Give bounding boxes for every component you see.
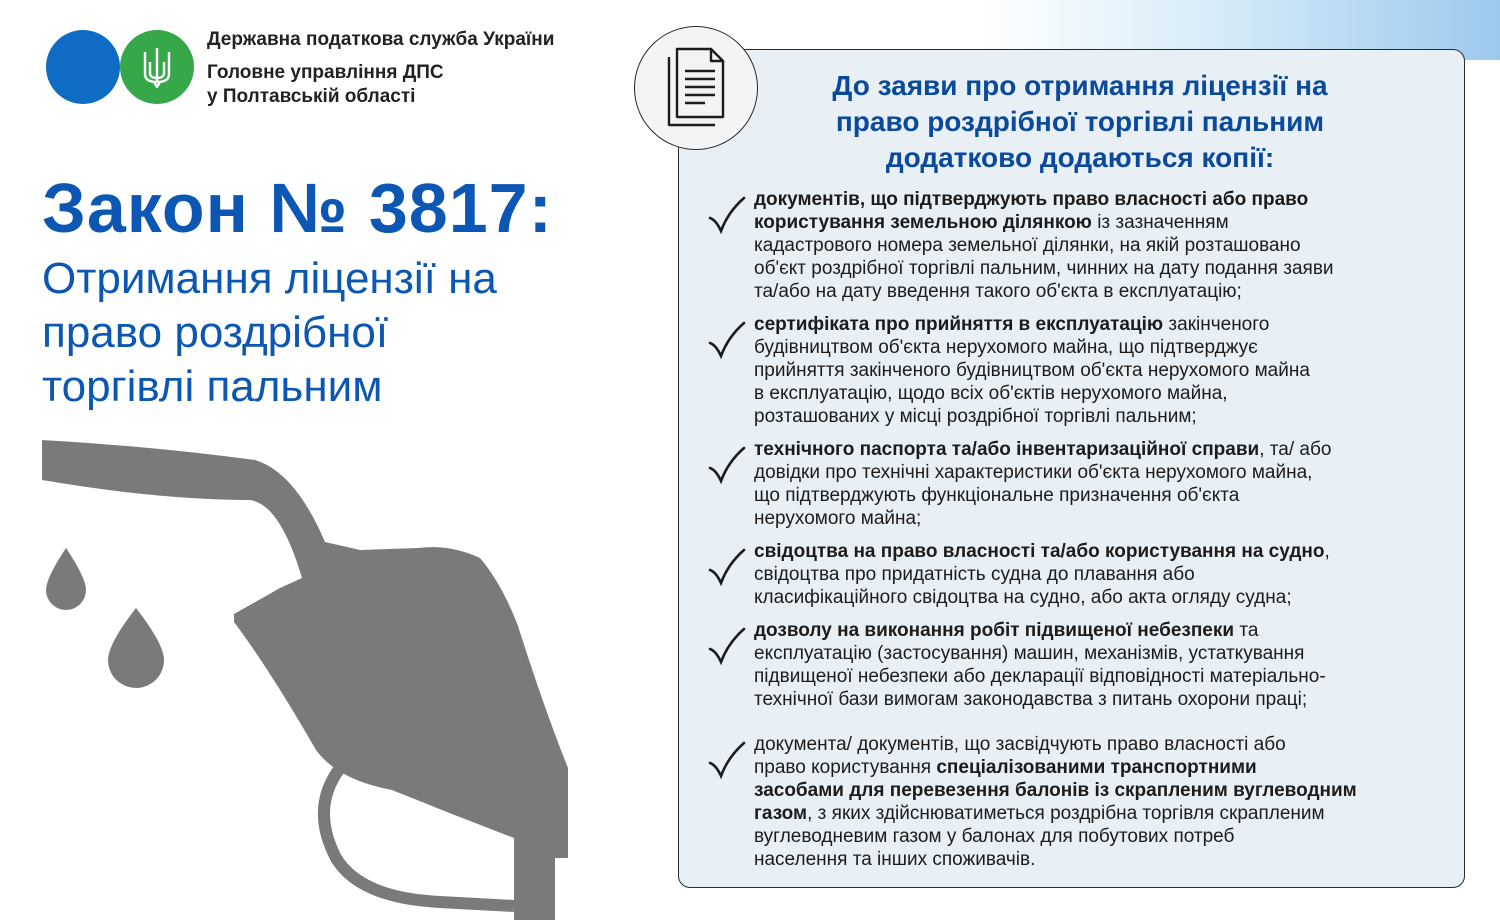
requirement-item	[708, 733, 1456, 871]
document-badge	[634, 26, 758, 150]
requirement-line	[754, 313, 1456, 336]
organization-name	[207, 28, 554, 109]
requirement-text: підвищеної небезпеки або декларації відповідності матеріально-	[754, 666, 1326, 687]
org-line-3: у Полтавській області	[207, 86, 416, 107]
card-title-line-3: додатково додаються копії:	[885, 142, 1275, 173]
requirement-text: експлуатацію (застосування) машин, механізмів, устаткування	[754, 643, 1305, 664]
requirement-line	[754, 563, 1456, 586]
requirement-line	[754, 507, 1456, 530]
requirement-text: та	[1234, 620, 1259, 641]
requirement-text: ,	[1324, 541, 1330, 562]
requirement-bold-text: газом	[754, 803, 808, 824]
law-subtitle	[42, 252, 602, 414]
requirement-text: кадастрового номера земельної ділянки, на якій розташовано	[754, 235, 1301, 256]
card-title-line-2: право роздрібної торгівлі пальним	[835, 106, 1325, 137]
requirement-text: право користування	[754, 757, 937, 778]
fuel-drop-icon	[108, 608, 164, 688]
requirement-item	[708, 438, 1456, 530]
check-icon	[708, 196, 746, 234]
requirement-bold-text: засобами для перевезення балонів із скрапленим вуглеводним	[754, 780, 1357, 801]
subtitle-line-2: право роздрібної	[42, 308, 389, 357]
requirement-line	[754, 336, 1456, 359]
requirement-text: що підтверджують функціональне призначення об'єкта	[754, 485, 1240, 506]
requirement-item	[708, 188, 1456, 303]
requirement-line	[754, 234, 1456, 257]
law-title: Закон № 3817:	[42, 169, 553, 247]
requirements-list	[708, 188, 1456, 871]
requirement-line	[754, 257, 1456, 280]
requirement-text: об'єкт роздрібної торгівлі пальним, чинних на дату подання заяви	[754, 258, 1334, 279]
card-title	[760, 68, 1400, 176]
requirement-text: свідоцтва про придатність судна до плавання або	[754, 564, 1195, 585]
requirement-line	[754, 484, 1456, 507]
org-line-1: Державна податкова служба України	[207, 29, 555, 50]
requirement-line	[754, 405, 1456, 428]
requirement-text: закінченого	[1163, 314, 1270, 335]
requirement-text: , з яких здійснюватиметься роздрібна торгівля скрапленим	[807, 803, 1325, 824]
card-title-line-1: До заяви про отримання ліцензії на	[832, 70, 1328, 101]
requirement-item	[708, 540, 1456, 609]
requirement-text: документа/ документів, що засвідчують право власності або	[754, 734, 1286, 755]
subtitle-line-1: Отримання ліцензії на	[42, 254, 497, 303]
requirement-line	[754, 825, 1456, 848]
check-icon	[708, 548, 746, 586]
check-icon	[708, 627, 746, 665]
requirement-line	[754, 540, 1456, 563]
requirement-text: та/або на дату введення такого об'єкта в експлуатацію;	[754, 281, 1242, 302]
requirement-line	[754, 756, 1456, 779]
requirement-text: , та/ або	[1259, 439, 1332, 460]
requirement-bold-text: дозволу на виконання робіт підвищеної небезпеки	[754, 620, 1235, 641]
requirement-text: довідки про технічні характеристики об'єкта нерухомого майна,	[754, 462, 1313, 483]
requirement-line	[754, 665, 1456, 688]
org-line-2: Головне управління ДПС	[207, 62, 444, 83]
dps-logo	[46, 30, 196, 104]
requirement-item	[708, 313, 1456, 428]
requirement-line	[754, 188, 1456, 211]
requirement-bold-text: технічного паспорта та/або інвентаризаційної справи	[754, 439, 1260, 460]
requirement-text: прийняття закінченого будівництвом об'єкта нерухомого майна	[754, 360, 1310, 381]
document-icon	[665, 47, 729, 127]
requirement-bold-text: спеціалізованими транспортними	[936, 757, 1257, 778]
check-icon	[708, 741, 746, 779]
requirement-line	[754, 733, 1456, 756]
requirement-line	[754, 461, 1456, 484]
requirement-text: розташованих у місці роздрібної торгівлі пальним;	[754, 406, 1197, 427]
requirement-bold-text: свідоцтва на право власності та/або користування на судно	[754, 541, 1325, 562]
requirement-bold-text: користування земельною ділянкою	[754, 212, 1092, 233]
requirement-line	[754, 619, 1456, 642]
requirement-text: населення та інших споживачів.	[754, 849, 1036, 870]
check-icon	[708, 446, 746, 484]
fuel-drop-icon	[46, 548, 86, 610]
logo-blue-circle	[46, 30, 120, 104]
requirement-line	[754, 848, 1456, 871]
check-icon	[708, 321, 746, 359]
requirement-text: вуглеводневим газом у балонах для побутових потреб	[754, 826, 1235, 847]
requirement-line	[754, 642, 1456, 665]
requirement-text: нерухомого майна;	[754, 508, 922, 529]
requirement-line	[754, 438, 1456, 461]
requirement-text: класифікаційного свідоцтва на судно, або акта огляду судна;	[754, 587, 1292, 608]
requirement-line	[754, 688, 1456, 711]
requirement-text: в експлуатацію, щодо всіх об'єктів нерухомого майна,	[754, 383, 1228, 404]
requirement-line	[754, 359, 1456, 382]
requirement-text: із зазначенням	[1091, 212, 1229, 233]
requirement-line	[754, 280, 1456, 303]
requirement-line	[754, 382, 1456, 405]
subtitle-line-3: торгівлі пальним	[42, 362, 383, 411]
requirement-bold-text: сертифіката про прийняття в експлуатацію	[754, 314, 1164, 335]
requirement-item	[708, 619, 1456, 711]
trident-icon	[142, 46, 172, 88]
fuel-nozzle-illustration	[40, 438, 580, 920]
requirement-text: будівництвом об'єкта нерухомого майна, що підтверджує	[754, 337, 1258, 358]
requirement-line	[754, 802, 1456, 825]
requirement-bold-text: документів, що підтверджують право власності або право	[754, 189, 1309, 210]
requirement-line	[754, 586, 1456, 609]
requirement-line	[754, 779, 1456, 802]
requirement-line	[754, 211, 1456, 234]
requirement-text: технічної бази вимогам законодавства з питань охорони праці;	[754, 689, 1308, 710]
